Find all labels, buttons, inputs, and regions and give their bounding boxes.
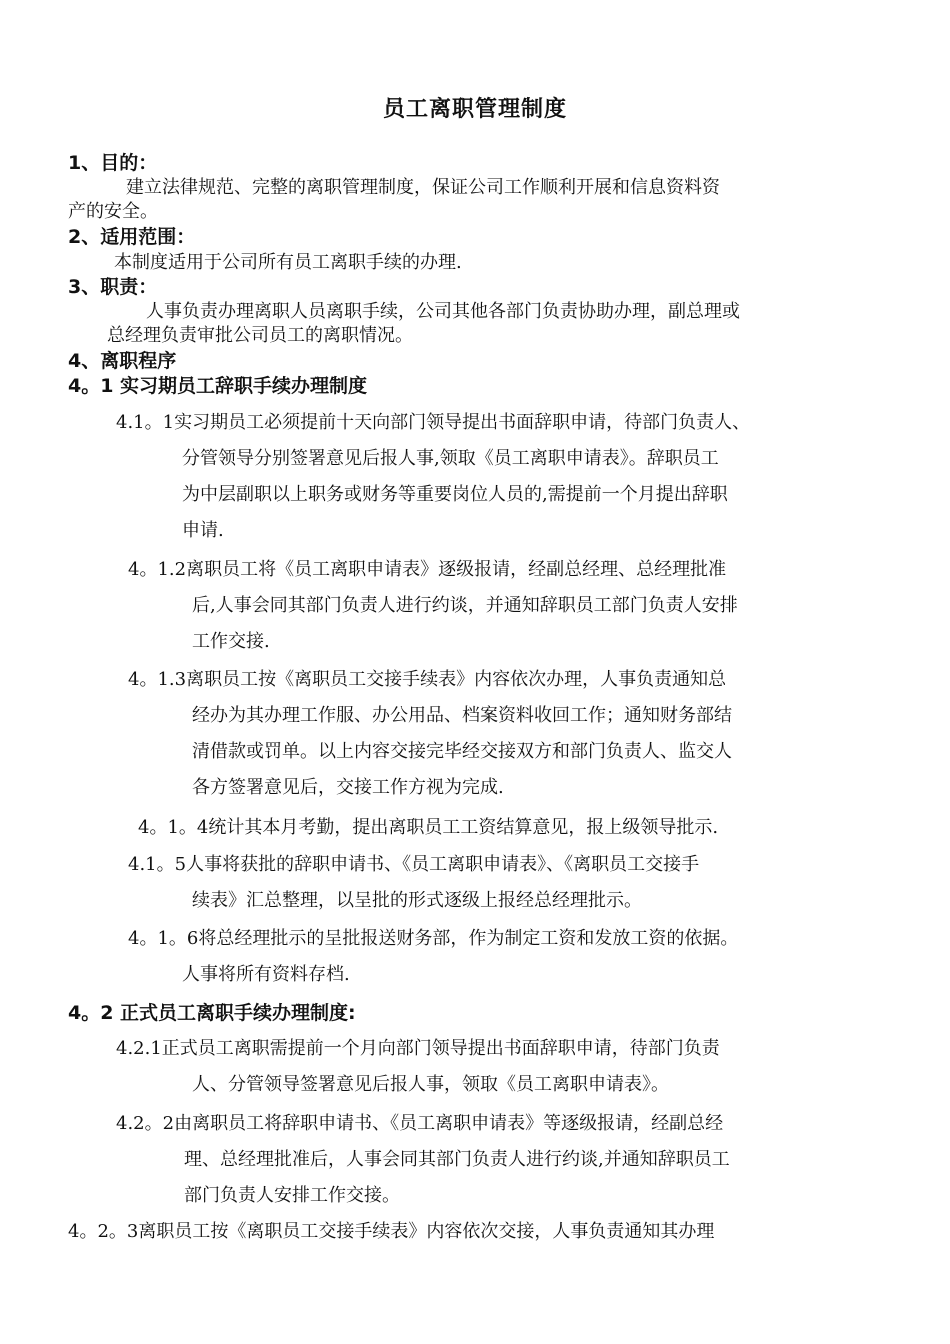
clause-line: 清借款或罚单。以上内容交接完毕经交接双方和部门负责人、监交人 (192, 741, 732, 762)
clause-4-1-1 (116, 405, 750, 549)
clause-line: 理、总经理批准后，人事会同其部门负责人进行约谈,并通知辞职员工 (184, 1149, 730, 1170)
section-heading-duty: 3、职责： (68, 276, 158, 298)
clause-line: 经办为其办理工作服、办公用品、档案资料收回工作；通知财务部结 (192, 705, 732, 726)
clause-line: 分管领导分别签署意见后报人事,领取《员工离职申请表》。辞职员工 (182, 448, 719, 469)
clause-4-2-3 (68, 1214, 714, 1250)
clause-4-2-2 (116, 1106, 730, 1214)
clause-line: 续表》汇总整理，以呈批的形式逐级上报经总经理批示。 (192, 890, 642, 911)
paragraph-line: 建立法律规范、完整的离职管理制度，保证公司工作顺利开展和信息资料资 (126, 177, 720, 198)
clause-line: 4。1.2离职员工将《员工离职申请表》逐级报请，经副总经理、总经理批准 (128, 559, 727, 580)
clause-line: 4。1。6将总经理批示的呈批报送财务部，作为制定工资和发放工资的依据。 (128, 928, 739, 949)
clause-line: 人事将所有资料存档. (182, 964, 350, 985)
paragraph-line: 人事负责办理离职人员离职手续，公司其他各部门负责协助办理，副总理或 (146, 301, 740, 322)
clause-line: 工作交接. (192, 631, 270, 652)
clause-line: 4。1。4统计其本月考勤，提出离职员工工资结算意见，报上级领导批示. (138, 817, 719, 838)
clause-4-1-6 (128, 921, 738, 993)
paragraph-line: 产的安全。 (68, 201, 158, 222)
clause-line: 4。1.3离职员工按《离职员工交接手续表》内容依次办理，人事负责通知总 (128, 669, 727, 690)
section-heading-procedure: 4、离职程序 (68, 350, 177, 372)
clause-4-1-3 (128, 662, 732, 806)
clause-line: 部门负责人安排工作交接。 (184, 1185, 400, 1206)
clause-line: 为中层副职以上职务或财务等重要岗位人员的,需提前一个月提出辞职 (182, 484, 728, 505)
section-heading-scope: 2、适用范围： (68, 226, 196, 248)
paragraph-line: 本制度适用于公司所有员工离职手续的办理. (114, 252, 462, 273)
clause-line: 4.1。1实习期员工必须提前十天向部门领导提出书面辞职申请，待部门负责人、 (116, 412, 751, 433)
clause-line: 后,人事会同其部门负责人进行约谈，并通知辞职员工部门负责人安排 (192, 595, 738, 616)
clause-line: 4.1。5人事将获批的辞职申请书、《员工离职申请表》、《离职员工交接手 (128, 854, 700, 875)
clause-line: 4.2。2由离职员工将辞职申请书、《员工离职申请表》等逐级报请，经副总经 (116, 1113, 724, 1134)
clause-line: 人、分管领导签署意见后报人事，领取《员工离职申请表》。 (192, 1074, 669, 1095)
clause-line: 4.2.1正式员工离职需提前一个月向部门领导提出书面辞职申请，待部门负责 (116, 1038, 720, 1059)
clause-line: 4。2。3离职员工按《离职员工交接手续表》内容依次交接，人事负责通知其办理 (68, 1221, 715, 1242)
clause-line: 各方签署意见后，交接工作方视为完成. (192, 777, 504, 798)
clause-4-1-4 (138, 810, 718, 846)
clause-4-1-5 (128, 847, 699, 919)
clause-4-1-2 (128, 552, 738, 660)
paragraph-line: 总经理负责审批公司员工的离职情况。 (107, 325, 413, 346)
section-heading-purpose: 1、目的： (68, 152, 158, 174)
subsection-heading-4-1: 4。1 实习期员工辞职手续办理制度 (68, 375, 368, 397)
document-title: 员工离职管理制度 (382, 97, 567, 122)
clause-line: 申请. (182, 520, 224, 541)
subsection-heading-4-2: 4。2 正式员工离职手续办理制度: (68, 1002, 356, 1024)
clause-4-2-1 (116, 1031, 720, 1103)
